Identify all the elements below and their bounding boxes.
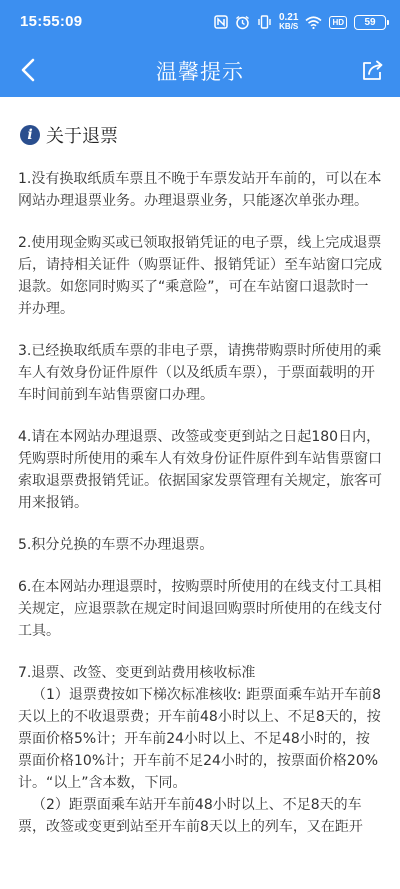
status-bar	[0, 0, 400, 44]
notice-paragraph: 5.积分兑换的车票不办理退票。	[18, 537, 214, 553]
net-speed: 0.21 KB/S	[278, 12, 299, 31]
notice-paragraph: 2.使用现金购买或已领取报销凭证的电子票，线上完成退票后，请持相关证件（购票证件、报销凭证）至车站窗口完成退款。如您同时购买了“乘意险”，可在车站窗口退款时一并办理。	[18, 235, 382, 317]
notice-paragraph: 4.请在本网站办理退票、改签或变更到站之日起180日内，凭购票时所使用的乘车人有效身份证件原件到车站售票窗口索取退票费报销凭证。依据国家发票管理有关规定，旅客可用来报销。	[18, 429, 382, 511]
fee-rules-heading: 7.退票、改签、变更到站费用核收标准	[18, 665, 256, 681]
share-button[interactable]	[356, 53, 390, 87]
fee-rule-item: （1）退票费按如下梯次标准核收: 距票面乘车站开车前8天以上的不收退票费；开车前48小时以上、不足8天的，按票面价格5%计；开车前24小时以上、不足48小时的，按票面价格10%计；开车前不足24小时的，按票面价格20%计。“以上”含本数，下同。	[18, 687, 381, 791]
status-time: 15:55:09	[20, 13, 83, 30]
status-icons	[214, 12, 386, 32]
fee-rule-item: （2）距票面乘车站开车前48小时以上、不足8天的车票，改签或变更到站至开车前8天以上的列车，又在距开	[18, 797, 363, 835]
section-title: 关于退票	[46, 126, 118, 147]
notice-paragraph: 6.在本网站办理退票时，按购票时所使用的在线支付工具相关规定，应退票款在规定时间退回购票时所使用的在线支付工具。	[18, 579, 382, 639]
hd-badge: HD	[329, 16, 347, 29]
alarm-icon	[235, 15, 250, 30]
battery-icon: 59	[354, 15, 386, 30]
wifi-icon	[305, 16, 322, 29]
nfc-icon	[214, 15, 228, 29]
page-title: 温馨提示	[156, 60, 244, 84]
info-icon: i	[20, 125, 40, 145]
share-icon	[362, 59, 384, 81]
section-header	[18, 122, 382, 148]
nav-bar	[0, 44, 400, 97]
notice-content[interactable]	[0, 97, 400, 889]
app-header	[0, 0, 400, 97]
notice-paragraph: 3.已经换取纸质车票的非电子票，请携带购票时所使用的乘车人有效身份证件原件（以及纸质车票），于票面载明的开车时间前到车站售票窗口办理。	[18, 343, 382, 403]
vibrate-icon	[257, 15, 272, 29]
fee-rules	[18, 662, 382, 838]
notice-paragraph: 1.没有换取纸质车票且不晚于车票发站开车前的，可以在本网站办理退票业务。办理退票业务，只能逐次单张办理。	[18, 171, 382, 209]
